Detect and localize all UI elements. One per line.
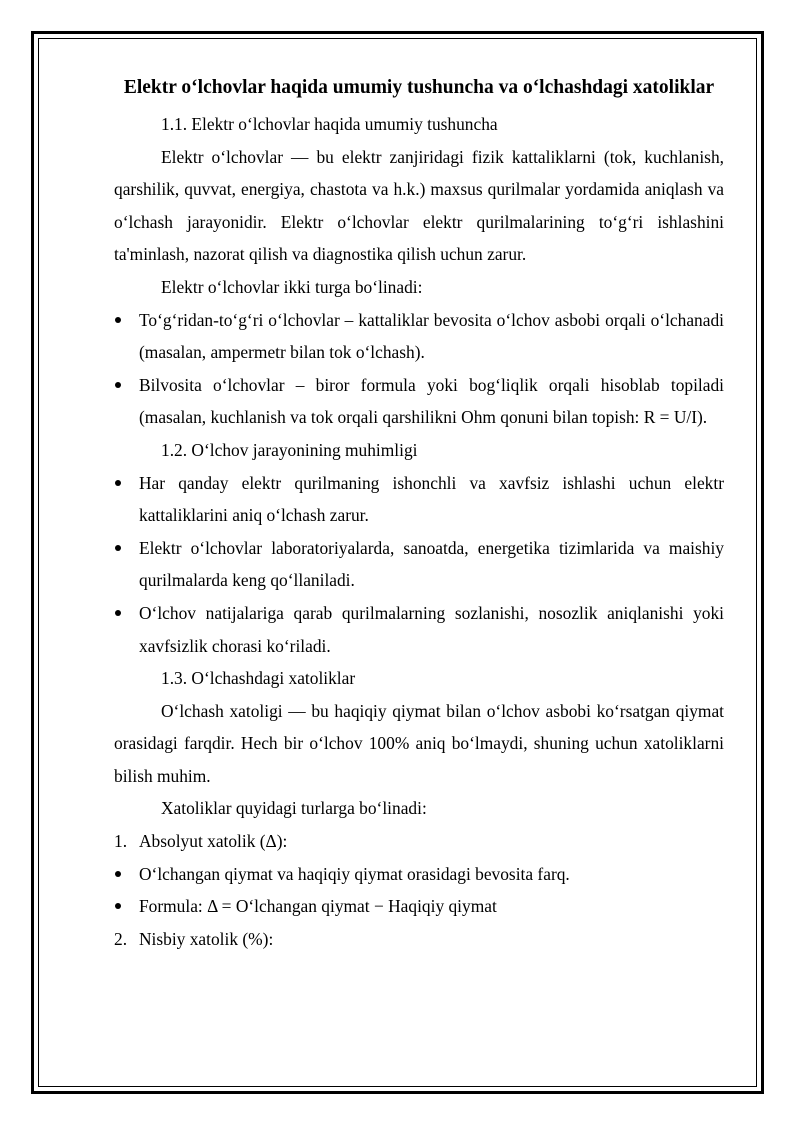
numbered-item: 2. Nisbiy xatolik (%): [114, 923, 724, 956]
section-heading-1-3: 1.3. O‘lchashdagi xatoliklar [161, 668, 356, 689]
bullet-icon [115, 903, 121, 909]
measurement-types-list [114, 304, 724, 434]
list-item: Bilvosita o‘lchovlar – biror formula yoki bog‘liqlik orqali hisoblab topiladi (masalan, kuchlanish va tok orqali qarshilikni Ohm qonuni bilan topish: R = U/I). [114, 369, 724, 434]
list-item: Har qanday elektr qurilmaning ishonchli va xavfsiz ishlashi uchun elektr kattaliklarini aniq o‘lchash zarur. [114, 467, 724, 532]
item-number: 2. [114, 928, 128, 949]
error-types-list [114, 825, 724, 955]
importance-list [114, 467, 724, 663]
list-item: Elektr o‘lchovlar laboratoriyalarda, sanoatda, energetika tizimlarida va maishiy qurilmalarda keng qo‘llaniladi. [114, 532, 724, 597]
section-heading-1-2: 1.2. O‘lchov jarayonining muhimligi [161, 439, 418, 460]
document-page [114, 70, 724, 955]
paragraph-error-definition: O‘lchash xatoligi — bu haqiqiy qiymat bilan o‘lchov asbobi ko‘rsatgan qiymat orasidagi farqdir. Hech bir o‘lchov 100% aniq bo‘lmaydi, shuning uchun xatoliklarni bilish muhim. [114, 700, 724, 786]
bullet-icon [115, 317, 121, 323]
bullet-icon [115, 545, 121, 551]
section-heading-1-1: 1.1. Elektr o‘lchovlar haqida umumiy tushuncha [161, 114, 498, 134]
document-title: Elektr o‘lchovlar haqida umumiy tushuncha va o‘lchashdagi xatoliklar [123, 77, 715, 98]
list-item: To‘g‘ridan-to‘g‘ri o‘lchovlar – kattaliklar bevosita o‘lchov asbobi orqali o‘lchanadi (masalan, ampermetr bilan tok o‘lchash). [114, 304, 724, 369]
bullet-icon [115, 480, 121, 486]
list-item: Formula: Δ = O‘lchangan qiymat − Haqiqiy qiymat [114, 890, 724, 923]
paragraph-types-intro: Elektr o‘lchovlar ikki turga bo‘linadi: [161, 276, 423, 297]
bullet-icon [115, 871, 121, 877]
list-item: O‘lchangan qiymat va haqiqiy qiymat orasidagi bevosita farq. [114, 858, 724, 891]
item-number: 1. [114, 831, 128, 852]
paragraph-definition: Elektr o‘lchovlar — bu elektr zanjiridagi fizik kattaliklarni (tok, kuchlanish, qarshilik, quvvat, energiya, chastota va h.k.) maxsus qurilmalar yordamida aniqlash va o‘lchash jarayonidir. Elektr o‘lchovlar elektr qurilmalarining to‘g‘ri ishlashini ta'minlash, nazorat qilish va diagnostika qilish uchun zarur. [114, 146, 724, 265]
bullet-icon [115, 382, 121, 388]
bullet-icon [115, 610, 121, 616]
paragraph-error-types-intro: Xatoliklar quyidagi turlarga bo‘linadi: [161, 798, 427, 819]
list-item: O‘lchov natijalariga qarab qurilmalarning sozlanishi, nosozlik aniqlanishi yoki xavfsizlik chorasi ko‘riladi. [114, 597, 724, 662]
numbered-item: 1. Absolyut xatolik (Δ): [114, 825, 724, 858]
